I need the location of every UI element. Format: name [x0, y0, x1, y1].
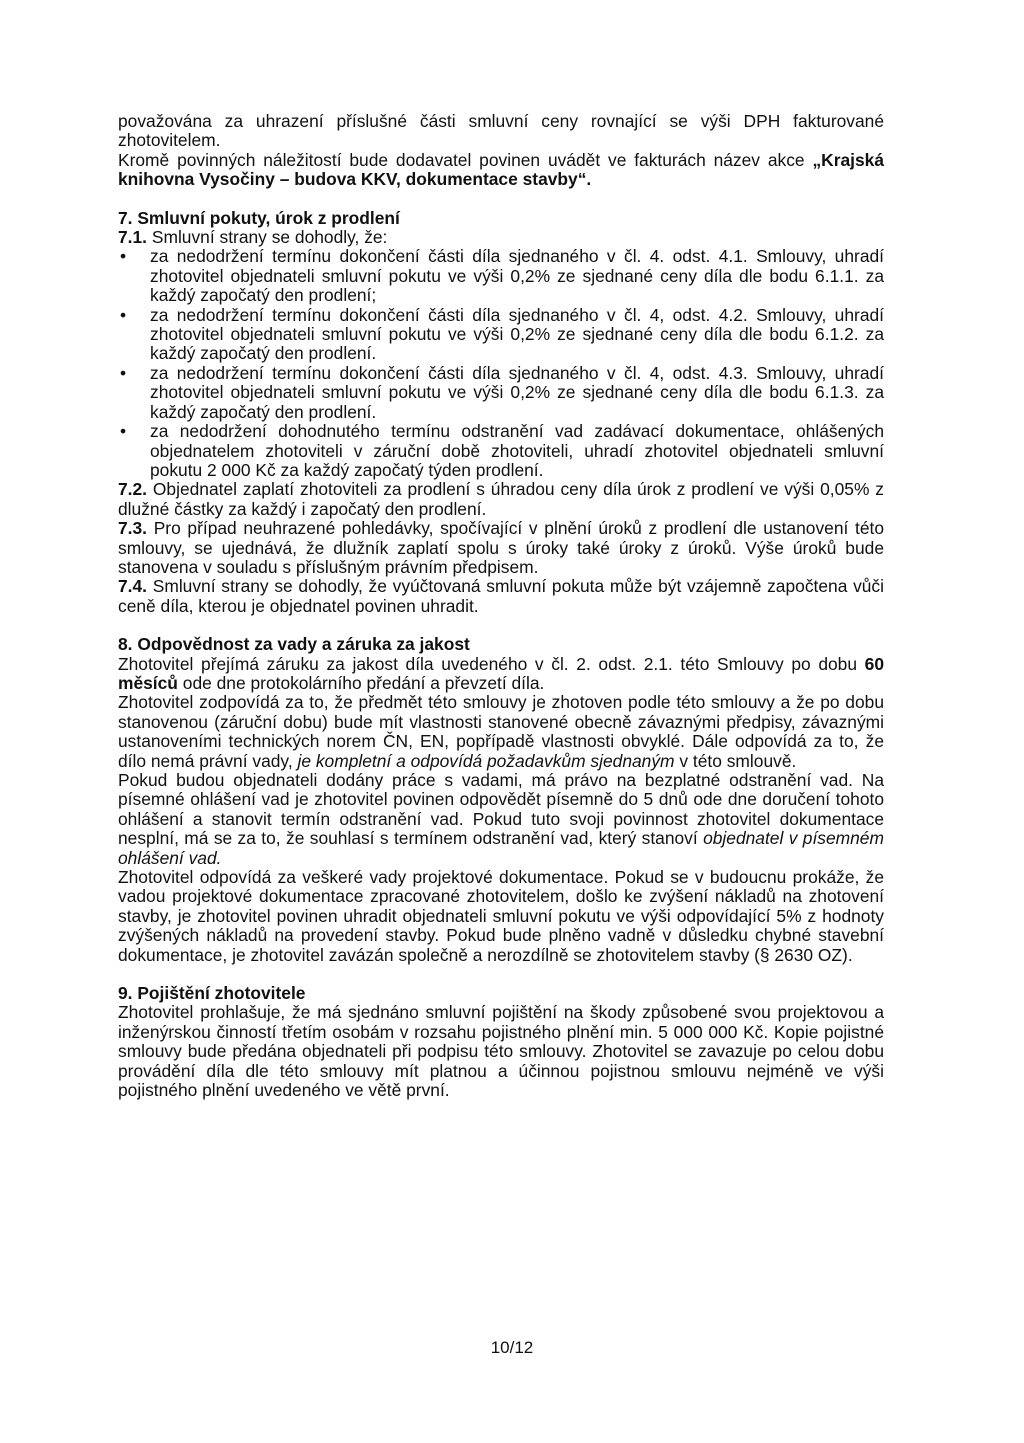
bullet-text: za nedodržení termínu dokončení části díla sjednaného v čl. 4. odst. 4.1. Smlouvy, uhradí zhotovitel objednateli smluvní pokutu ve výši 0,2% ze sjednané ceny díla dle bodu 6.1.1. za každý započatý den prodlení;: [150, 246, 884, 306]
section-8-paragraph-4: Zhotovitel odpovídá za veškeré vady projektové dokumentace. Pokud se v budoucnu prokáže, že vadou projektové dokumentace zpracované zhotovitelem, došlo ke zvýšení nákladů na zhotovení stavby, je zhotovitel povinen uhradit objednateli smluvní pokutu ve výši odpovídající 5% z hodnoty zvýšených nákladů na provedení stavby. Pokud bude plněno vadně v důsledku chybné stavební dokumentace, je zhotovitel zavázán společně a nerozdílně se zhotovitelem stavby (§ 2630 OZ).: [118, 867, 884, 965]
section-9-paragraph-1: Zhotovitel prohlašuje, že má sjednáno smluvní pojištění na škody způsobené svou projektovou a inženýrskou činností třetím osobám v rozsahu pojistného plnění min. 5 000 000 Kč. Kopie pojistné smlouvy bude předána objednateli při podpisu této smlouvy. Zhotovitel se zavazuje po celou dobu provádění díla dle této smlouvy mít platnou a účinnou pojistnou smlouvu nejméně ve výši pojistného plnění uvedeného ve větě první.: [118, 1002, 884, 1101]
clause-7-2: [118, 480, 884, 519]
page-number: 10/12: [490, 1338, 534, 1357]
document-page: [118, 112, 884, 1101]
clause-7-1: [118, 228, 884, 247]
warranty-text: Zhotovitel přejímá záruku za jakost díla uvedeného v čl. 2. odst. 2.1. této Smlouvy po dobu: [118, 653, 858, 674]
bullet-icon: •: [120, 421, 127, 442]
clause-7-1-number: 7.1.: [118, 227, 148, 248]
project-name: „Krajská knihovna Vysočiny – budova KKV, dokumentace stavby“.: [118, 149, 884, 190]
clause-7-3-text: Pro případ neuhrazené pohledávky, spočívající v plnění úroků z prodlení dle ustanovení této smlouvy, se ujednává, že dlužník zaplatí spolu s úroky také úroky z úroků. Výše úroků bude stanovena v souladu s příslušným právním předpisem.: [118, 518, 884, 577]
list-item: [118, 422, 884, 480]
clause-7-4-text: Smluvní strany se dohodly, že vyúčtovaná smluvní pokuta může být vzájemně započtena vůči ceně díla, kterou je objednatel povinen uhradit.: [118, 576, 884, 616]
responsibility-text-end: v této smlouvě.: [679, 750, 797, 771]
section-8-paragraph-2: [118, 693, 884, 771]
warranty-period: 60 měsíců: [118, 653, 884, 693]
intro-paragraph-2: [118, 151, 884, 190]
list-item: [118, 364, 884, 422]
responsibility-italic: je kompletní a odpovídá požadavkům sjednaným: [297, 750, 675, 771]
bullet-icon: •: [120, 304, 127, 325]
intro-paragraph-1: považována za uhrazení příslušné části smluvní ceny rovnající se výši DPH fakturované zhotovitelem.: [118, 111, 884, 151]
defects-text: Pokud budou objednateli dodány práce s vadami, má právo na bezplatné odstranění vad. Na písemné ohlášení vad je zhotovitel povinen odpovědět písemně do 5 dnů ode dne doručení tohoto ohlášení a stanovit termín odstranění vad. Pokud tuto svoji povinnost zhotovitel dokumentace nesplní, má se za to, že souhlasí s termínem odstranění vad, který stanoví: [118, 770, 884, 849]
warranty-text-end: ode dne protokolárního předání a převzetí díla.: [182, 672, 545, 693]
defects-italic: objednatel v písemném ohlášení vad.: [118, 828, 884, 868]
bullet-icon: •: [120, 362, 127, 383]
responsibility-text: Zhotovitel zodpovídá za to, že předmět této smlouvy je zhotoven podle této smlouvy a že po dobu stanovenou (záruční dobu) bude mít vlastnosti stanovené obecně závaznými předpisy, závaznými ustanoveními technických norem ČN, EN, popřípadě vlastnosti obvyklé. Dále odpovídá za to, že dílo nemá právní vady,: [118, 692, 884, 771]
list-item: [118, 306, 884, 364]
bullet-text: za nedodržení dohodnutého termínu odstranění vad zadávací dokumentace, ohlášených objednatelem zhotoviteli v záruční době zhotoviteli, uhradí zhotovitel objednateli smluvní pokutu 2 000 Kč za každý započatý týden prodlení.: [150, 421, 884, 480]
bullet-text: za nedodržení termínu dokončení části díla sjednaného v čl. 4, odst. 4.3. Smlouvy, uhradí zhotovitel objednateli smluvní pokutu ve výši 0,2% ze sjednané ceny díla dle bodu 6.1.3. za každý započatý den prodlení.: [150, 362, 884, 422]
intro-paragraph-2-text: Kromě povinných náležitostí bude dodavatel povinen uvádět ve fakturách název akce: [118, 149, 805, 170]
clause-7-1-text: Smluvní strany se dohodly, že:: [151, 227, 388, 248]
section-9-heading: 9. Pojištění zhotovitele: [118, 983, 306, 1004]
clause-7-2-text: Objednatel zaplatí zhotoviteli za prodlení s úhradou ceny díla úrok z prodlení ve výši 0,05% z dlužné částky za každý i započatý den prodlení.: [118, 479, 884, 519]
clause-7-4: [118, 577, 884, 616]
clause-7-3: [118, 519, 884, 577]
bullet-text: za nedodržení termínu dokončení části díla sjednaného v čl. 4, odst. 4.2. Smlouvy, uhradí zhotovitel objednateli smluvní pokutu ve výši 0,2% ze sjednané ceny díla dle bodu 6.1.2. za každý započatý den prodlení.: [150, 304, 884, 364]
clause-7-3-number: 7.3.: [118, 518, 148, 539]
section-7-heading: 7. Smluvní pokuty, úrok z prodlení: [118, 207, 400, 228]
clause-7-4-number: 7.4.: [118, 576, 148, 597]
section-8-heading: 8. Odpovědnost za vady a záruka za jakost: [118, 634, 470, 655]
section-8-paragraph-3: [118, 771, 884, 868]
bullet-icon: •: [120, 246, 127, 267]
clause-7-2-number: 7.2.: [118, 479, 148, 500]
section-8-paragraph-1: [118, 655, 884, 694]
list-item: [118, 247, 884, 305]
